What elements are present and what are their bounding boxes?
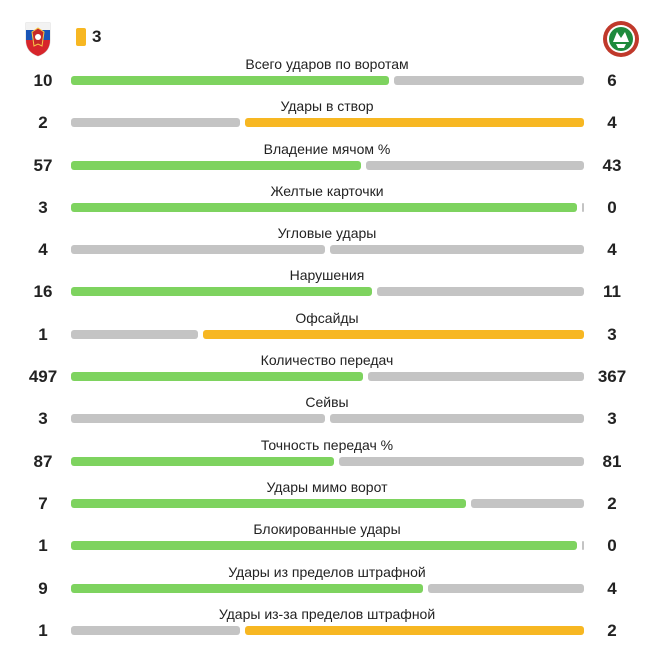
away-stat-value: 4: [607, 113, 617, 133]
home-stat-value: 4: [38, 240, 48, 260]
stat-row: [0, 308, 656, 350]
away-stat-value: 2: [607, 493, 617, 513]
away-stat-bar: [245, 118, 584, 127]
away-stat-bar: [377, 287, 584, 296]
away-stat-bar: [394, 76, 584, 85]
stat-label: Удары из-за пределов штрафной: [218, 605, 436, 622]
away-stat-value: 81: [602, 451, 622, 471]
match-stats-list: [0, 54, 656, 646]
stat-row: [0, 477, 656, 519]
stat-row: [0, 96, 656, 138]
yellow-card-count: 3: [92, 27, 102, 46]
home-stat-value: 497: [28, 367, 58, 387]
away-stat-value: 4: [607, 578, 617, 598]
home-stat-bar: [71, 372, 363, 381]
stat-label: Всего ударов по воротам: [245, 56, 409, 72]
home-stat-bar: [71, 203, 577, 212]
home-stat-bar: [71, 626, 240, 635]
home-stat-value: 57: [33, 155, 53, 175]
stat-row: [0, 392, 656, 434]
home-stat-value: 3: [38, 409, 48, 429]
stat-label: Количество передач: [260, 352, 394, 369]
home-stat-value: 16: [33, 282, 53, 302]
away-stat-value: 43: [602, 155, 622, 175]
home-stat-bar: [71, 457, 334, 466]
home-stat-value: 3: [38, 197, 48, 217]
away-stat-bar: [582, 203, 584, 212]
away-stat-value: 0: [607, 197, 617, 217]
away-stat-bar: [330, 245, 584, 254]
home-stat-value: 1: [38, 536, 48, 556]
stat-label: Нарушения: [289, 267, 365, 284]
stat-row: [0, 265, 656, 307]
home-stat-value: 87: [33, 451, 53, 471]
stat-label: Желтые карточки: [270, 182, 384, 199]
away-stat-value: 0: [607, 536, 617, 556]
stat-label: Владение мячом %: [263, 140, 391, 157]
home-stat-bar: [71, 584, 423, 593]
home-stat-bar: [71, 287, 372, 296]
stat-label: Угловые удары: [277, 225, 377, 242]
stat-row: [0, 435, 656, 477]
away-stat-value: 4: [607, 240, 617, 260]
stat-label: Удары из пределов штрафной: [228, 563, 426, 580]
stat-label: Сейвы: [305, 394, 349, 411]
home-stat-bar: [71, 541, 577, 550]
away-team-logo: [602, 20, 640, 58]
away-stat-value: 367: [597, 367, 627, 387]
stat-row: [0, 519, 656, 561]
away-stat-bar: [330, 414, 584, 423]
stat-label: Блокированные удары: [253, 521, 401, 538]
away-stat-bar: [339, 457, 584, 466]
home-stat-value: 7: [38, 493, 48, 513]
stat-label: Удары в створ: [280, 98, 374, 115]
home-stat-bar: [71, 76, 389, 85]
away-stat-bar: [582, 541, 584, 550]
home-team-logo: [20, 20, 56, 58]
stat-label: Офсайды: [295, 309, 359, 326]
away-stat-bar: [471, 499, 584, 508]
home-stat-value: 10: [33, 71, 53, 90]
away-stat-bar: [368, 372, 584, 381]
stat-row: [0, 181, 656, 223]
away-stat-value: 3: [607, 409, 617, 429]
yellow-card-icon: [76, 28, 86, 46]
away-stat-value: 3: [607, 324, 617, 344]
away-stat-bar: [245, 626, 584, 635]
match-header: [0, 0, 656, 58]
away-stat-bar: [203, 330, 584, 339]
stat-row: [0, 223, 656, 265]
stat-row: [0, 139, 656, 181]
home-stat-bar: [71, 499, 466, 508]
stat-row: [0, 562, 656, 604]
home-stat-bar: [71, 330, 198, 339]
home-stat-bar: [71, 118, 240, 127]
home-stat-value: 9: [38, 578, 48, 598]
home-stat-value: 1: [38, 324, 48, 344]
stat-label: Точность передач %: [260, 436, 394, 453]
away-stat-value: 2: [607, 620, 617, 640]
stat-label: Удары мимо ворот: [266, 478, 388, 495]
away-stat-value: 6: [607, 71, 617, 90]
home-stat-value: 2: [38, 113, 48, 133]
home-stat-value: 1: [38, 620, 48, 640]
stat-row: [0, 604, 656, 646]
home-stat-bar: [71, 161, 361, 170]
away-stat-bar: [428, 584, 584, 593]
home-stat-bar: [71, 245, 325, 254]
stat-row: [0, 54, 656, 96]
stat-row: [0, 350, 656, 392]
away-stat-bar: [366, 161, 584, 170]
away-stat-value: 11: [603, 282, 621, 302]
home-stat-bar: [71, 414, 325, 423]
